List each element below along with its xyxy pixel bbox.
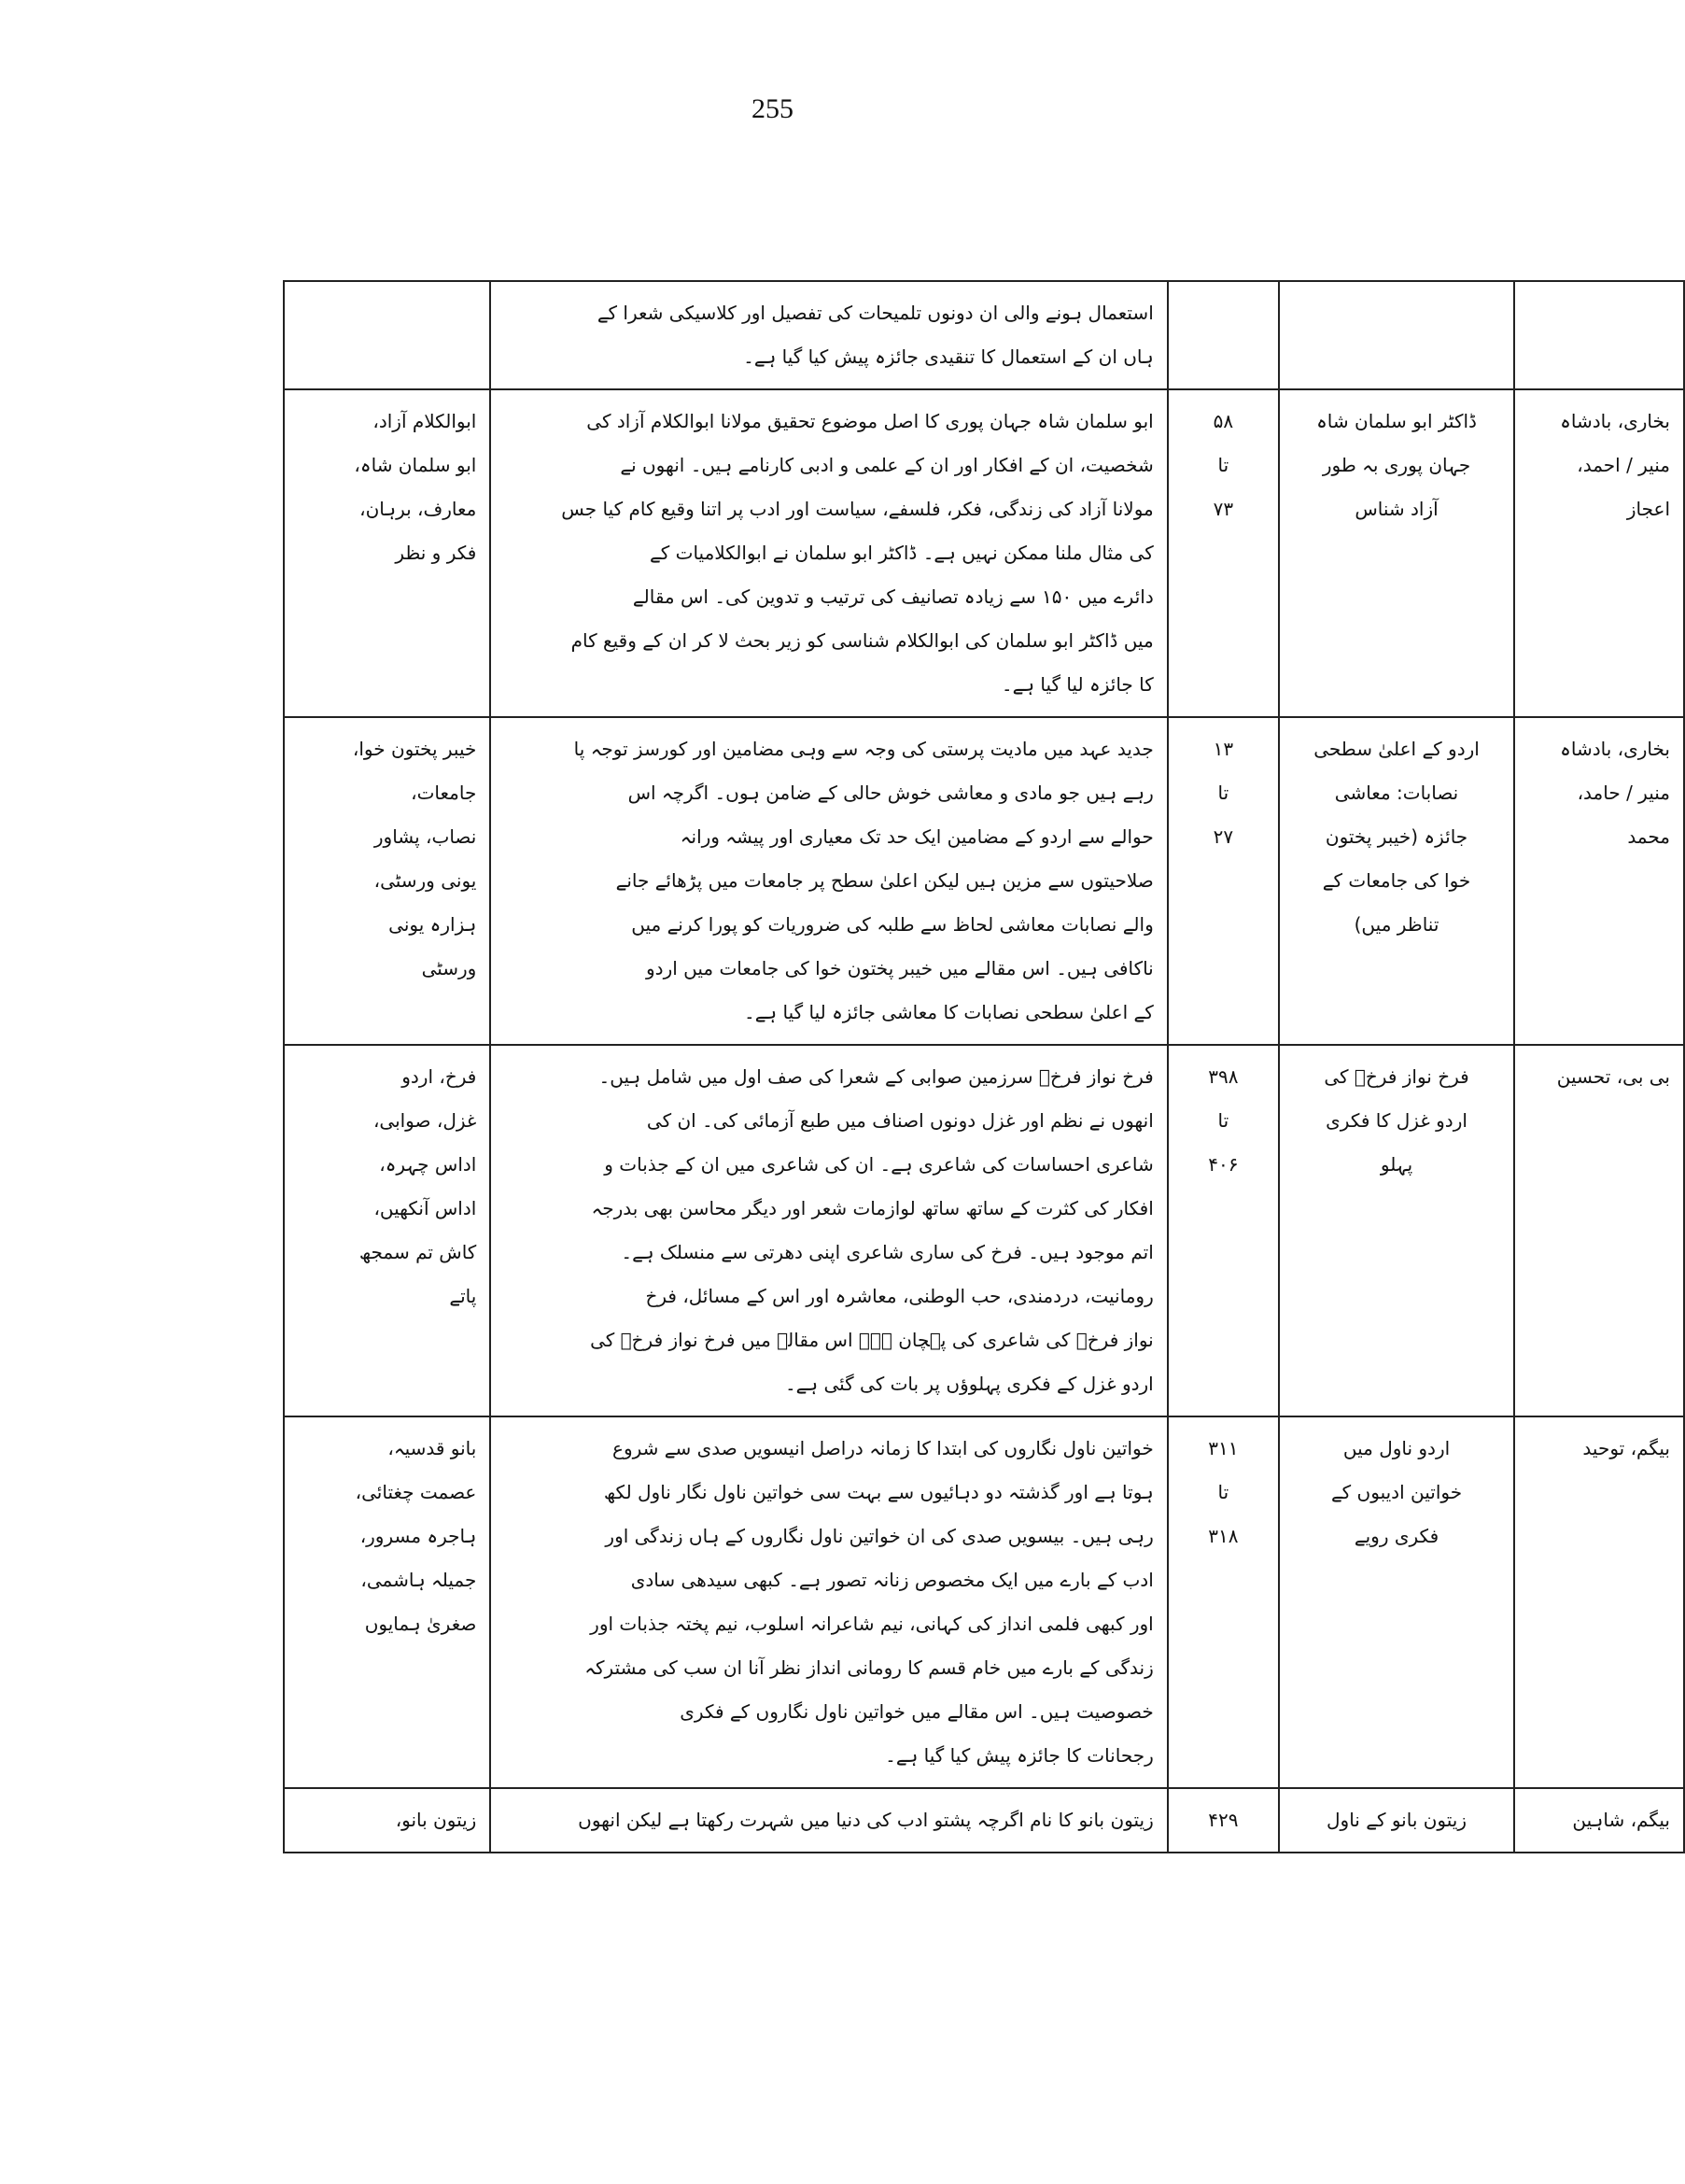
- keywords-cell: [284, 717, 490, 1045]
- title-line: خواتین ادیبوں کے: [1330, 1481, 1463, 1503]
- abstract-line: ابو سلمان شاہ جہان پوری کا اصل موضوع تحقیق مولانا ابوالکلام آزاد کی: [586, 410, 1154, 432]
- pages-line: ۴۲۹: [1208, 1809, 1239, 1831]
- abstract-cell: [490, 1045, 1167, 1416]
- abstract-cell: [490, 717, 1167, 1045]
- pages-line: ۳۹۸: [1208, 1065, 1239, 1088]
- abstract-line: انھوں نے نظم اور غزل دونوں اصناف میں طبع آزمائی کی۔ ان کی: [646, 1109, 1154, 1132]
- title-line: فکری رویے: [1354, 1525, 1439, 1547]
- title-cell: [1279, 1788, 1514, 1853]
- keywords-line: بانو قدسیہ،: [387, 1437, 477, 1459]
- abstract-cell: [490, 1416, 1167, 1788]
- pages-line: تا: [1217, 1109, 1229, 1132]
- authors-line: بیگم، شاہین: [1572, 1809, 1670, 1831]
- title-line: خوا کی جامعات کے: [1322, 869, 1471, 892]
- title-line: آزاد شناس: [1355, 498, 1439, 520]
- abstract-line: رومانیت، دردمندی، حب الوطنی، معاشرہ اور اس کے مسائل، فرخ: [645, 1285, 1154, 1307]
- keywords-line: جامعات،: [411, 782, 477, 804]
- abstract-line: ادب کے بارے میں ایک مخصوص زنانہ تصور ہے۔ کبھی سیدھی سادی: [630, 1569, 1154, 1591]
- title-line: زیتون بانو کے ناول: [1327, 1809, 1467, 1831]
- keywords-line: فرخ، اردو: [401, 1065, 477, 1088]
- keywords-line: یونی ورسٹی،: [373, 869, 477, 892]
- keywords-cell: [284, 389, 490, 717]
- keywords-cell: [284, 281, 490, 389]
- pages-cell: [1168, 1045, 1279, 1416]
- table-row: [284, 389, 1684, 717]
- authors-cell: [1514, 281, 1684, 389]
- abstract-line: اتم موجود ہیں۔ فرخ کی ساری شاعری اپنی دھرتی سے منسلک ہے۔: [621, 1241, 1154, 1263]
- pages-line: ۳۱۱: [1208, 1437, 1239, 1459]
- pages-line: ۵۸: [1213, 410, 1234, 432]
- abstract-line: شاعری احساسات کی شاعری ہے۔ ان کی شاعری میں ان کے جذبات و: [604, 1153, 1154, 1176]
- title-line: ڈاکٹر ابو سلمان شاہ: [1316, 410, 1477, 432]
- keywords-line: صغریٰ ہمایوں: [364, 1613, 477, 1635]
- pages-line: تا: [1217, 1481, 1229, 1503]
- pages-cell: [1168, 1416, 1279, 1788]
- title-line: اردو غزل کا فکری: [1326, 1109, 1467, 1132]
- table-row: [284, 1045, 1684, 1416]
- abstract-line: نواز فرخؔ کی شاعری کی پہچان ہے۔ اس مقالے میں فرخ نواز فرخؔ کی: [590, 1329, 1154, 1351]
- abstract-line: فرخ نواز فرخؔ سرزمین صوابی کے شعرا کی صف اول میں شامل ہیں۔: [598, 1065, 1154, 1088]
- abstract-line: خواتین ناول نگاروں کی ابتدا کا زمانہ دراصل انیسویں صدی سے شروع: [612, 1437, 1154, 1459]
- page-number: 255: [751, 93, 793, 124]
- keywords-line: خیبر پختون خوا،: [352, 738, 477, 760]
- title-line: تناظر میں): [1354, 913, 1439, 936]
- authors-cell: [1514, 1788, 1684, 1853]
- title-cell: [1279, 717, 1514, 1045]
- article-index-table: [283, 280, 1685, 1853]
- keywords-line: ہزارہ یونی: [388, 913, 477, 936]
- authors-line: محمد: [1627, 825, 1670, 848]
- table-row: [284, 1788, 1684, 1853]
- title-line: نصابات: معاشی: [1334, 782, 1459, 804]
- authors-cell: [1514, 1416, 1684, 1788]
- title-line: جہان پوری بہ طور: [1322, 454, 1471, 476]
- abstract-line: شخصیت، ان کے افکار اور ان کے علمی و ادبی کارنامے ہیں۔ انھوں نے: [620, 454, 1154, 476]
- authors-line: اعجاز: [1626, 498, 1670, 520]
- keywords-line: غزل، صوابی،: [372, 1109, 477, 1132]
- keywords-line: نصاب، پشاور: [373, 825, 477, 848]
- pages-line: تا: [1217, 782, 1229, 804]
- abstract-line: زیتون بانو کا نام اگرچہ پشتو ادب کی دنیا میں شہرت رکھتا ہے لیکن انھوں: [578, 1809, 1154, 1831]
- authors-cell: [1514, 389, 1684, 717]
- abstract-line: ناکافی ہیں۔ اس مقالے میں خیبر پختون خوا کی جامعات میں اردو: [646, 957, 1154, 979]
- abstract-line: میں ڈاکٹر ابو سلمان کی ابوالکلام شناسی کو زیر بحث لا کر ان کے وقیع کام: [570, 629, 1154, 652]
- abstract-line: ہوتا ہے اور گذشتہ دو دہائیوں سے بہت سی خواتین ناول نگار ناول لکھ: [603, 1481, 1154, 1503]
- abstract-line: دائرے میں ۱۵۰ سے زیادہ تصانیف کی ترتیب و تدوین کی۔ اس مقالے: [632, 585, 1154, 608]
- abstract-line: خصوصیت ہیں۔ اس مقالے میں خواتین ناول نگاروں کے فکری: [680, 1700, 1154, 1723]
- keywords-cell: [284, 1788, 490, 1853]
- pages-cell: [1168, 281, 1279, 389]
- abstract-line: کی مثال ملنا ممکن نہیں ہے۔ ڈاکٹر ابو سلمان نے ابوالکلامیات کے: [650, 542, 1154, 564]
- title-cell: [1279, 281, 1514, 389]
- authors-line: بخاری، بادشاہ: [1560, 738, 1670, 760]
- authors-line: بخاری، بادشاہ: [1560, 410, 1670, 432]
- abstract-line: اردو غزل کے فکری پہلوؤں پر بات کی گئی ہے۔: [784, 1373, 1154, 1395]
- abstract-cell: [490, 1788, 1167, 1853]
- title-line: اردو کے اعلیٰ سطحی: [1313, 738, 1480, 760]
- abstract-line: استعمال ہونے والی ان دونوں تلمیحات کی تفصیل اور کلاسیکی شعرا کے: [597, 302, 1154, 324]
- abstract-cell: [490, 389, 1167, 717]
- title-line: پہلو: [1380, 1153, 1413, 1176]
- pages-line: ۷۳: [1213, 498, 1234, 520]
- abstract-line: رہے ہیں جو مادی و معاشی خوش حالی کے ضامن ہوں۔ اگرچہ اس: [627, 782, 1154, 804]
- title-cell: [1279, 1045, 1514, 1416]
- keywords-line: ابوالکلام آزاد،: [372, 410, 477, 432]
- authors-line: منیر / حامد،: [1577, 782, 1670, 804]
- table-row: [284, 717, 1684, 1045]
- authors-line: بی بی، تحسین: [1556, 1065, 1670, 1088]
- title-cell: [1279, 1416, 1514, 1788]
- pages-line: ۲۷: [1213, 825, 1234, 848]
- keywords-line: اداس چہرہ،: [379, 1153, 477, 1176]
- abstract-line: حوالے سے اردو کے مضامین ایک حد تک معیاری اور پیشہ ورانہ: [680, 825, 1154, 848]
- pages-line: ۳۱۸: [1208, 1525, 1239, 1547]
- authors-cell: [1514, 1045, 1684, 1416]
- keywords-line: پاتے: [449, 1285, 477, 1307]
- table-row: [284, 281, 1684, 389]
- pages-line: ۴۰۶: [1208, 1153, 1239, 1176]
- abstract-line: زندگی کے بارے میں خام قسم کا رومانی انداز نظر آنا ان سب کی مشترکہ: [584, 1656, 1154, 1679]
- authors-line: منیر / احمد،: [1577, 454, 1670, 476]
- keywords-line: زیتون بانو،: [395, 1809, 477, 1831]
- abstract-cell: [490, 281, 1167, 389]
- abstract-line: اور کبھی فلمی انداز کی کہانی، نیم شاعرانہ اسلوب، نیم پختہ جذبات اور: [590, 1613, 1154, 1635]
- title-cell: [1279, 389, 1514, 717]
- abstract-line: صلاحیتوں سے مزین ہیں لیکن اعلیٰ سطح پر جامعات میں پڑھائے جانے: [615, 869, 1154, 892]
- table-row: [284, 1416, 1684, 1788]
- abstract-line: والے نصابات معاشی لحاظ سے طلبہ کی ضروریات کو پورا کرنے میں: [631, 913, 1154, 936]
- title-line: جائزہ (خیبر پختون: [1325, 825, 1468, 848]
- keywords-cell: [284, 1045, 490, 1416]
- keywords-cell: [284, 1416, 490, 1788]
- keywords-line: ہاجرہ مسرور،: [359, 1525, 477, 1547]
- keywords-line: اداس آنکھیں،: [373, 1197, 477, 1219]
- keywords-line: جمیلہ ہاشمی،: [360, 1569, 477, 1591]
- keywords-line: ابو سلمان شاہ،: [354, 454, 477, 476]
- keywords-line: معارف، برہان،: [359, 498, 477, 520]
- title-line: اردو ناول میں: [1342, 1437, 1451, 1459]
- pages-line: تا: [1217, 454, 1229, 476]
- authors-cell: [1514, 717, 1684, 1045]
- keywords-line: عصمت چغتائی،: [355, 1481, 477, 1503]
- keywords-line: فکر و نظر: [395, 542, 477, 564]
- keywords-line: کاش تم سمجھ: [358, 1241, 477, 1263]
- pages-cell: [1168, 389, 1279, 717]
- abstract-line: ہاں ان کے استعمال کا تنقیدی جائزہ پیش کیا گیا ہے۔: [743, 345, 1154, 368]
- abstract-line: کے اعلیٰ سطحی نصابات کا معاشی جائزہ لیا گیا ہے۔: [743, 1001, 1154, 1023]
- pages-cell: [1168, 1788, 1279, 1853]
- title-line: فرخ نواز فرخؔ کی: [1324, 1065, 1469, 1088]
- abstract-line: رہی ہیں۔ بیسویں صدی کی ان خواتین ناول نگاروں کے ہاں زندگی اور: [605, 1525, 1154, 1547]
- abstract-line: افکار کی کثرت کے ساتھ ساتھ لوازمات شعر اور دیگر محاسن بھی بدرجہ: [591, 1197, 1154, 1219]
- authors-line: بیگم، توحید: [1582, 1437, 1670, 1459]
- abstract-line: کا جائزہ لیا گیا ہے۔: [1001, 673, 1154, 696]
- pages-cell: [1168, 717, 1279, 1045]
- abstract-line: مولانا آزاد کی زندگی، فکر، فلسفے، سیاست اور ادب پر اتنا وقیع کام کیا جس: [561, 498, 1154, 520]
- abstract-line: رجحانات کا جائزہ پیش کیا گیا ہے۔: [885, 1744, 1154, 1767]
- pages-line: ۱۳: [1213, 738, 1234, 760]
- abstract-line: جدید عہد میں مادیت پرستی کی وجہ سے وہی مضامین اور کورسز توجہ پا: [573, 738, 1154, 760]
- keywords-line: ورسٹی: [421, 957, 477, 979]
